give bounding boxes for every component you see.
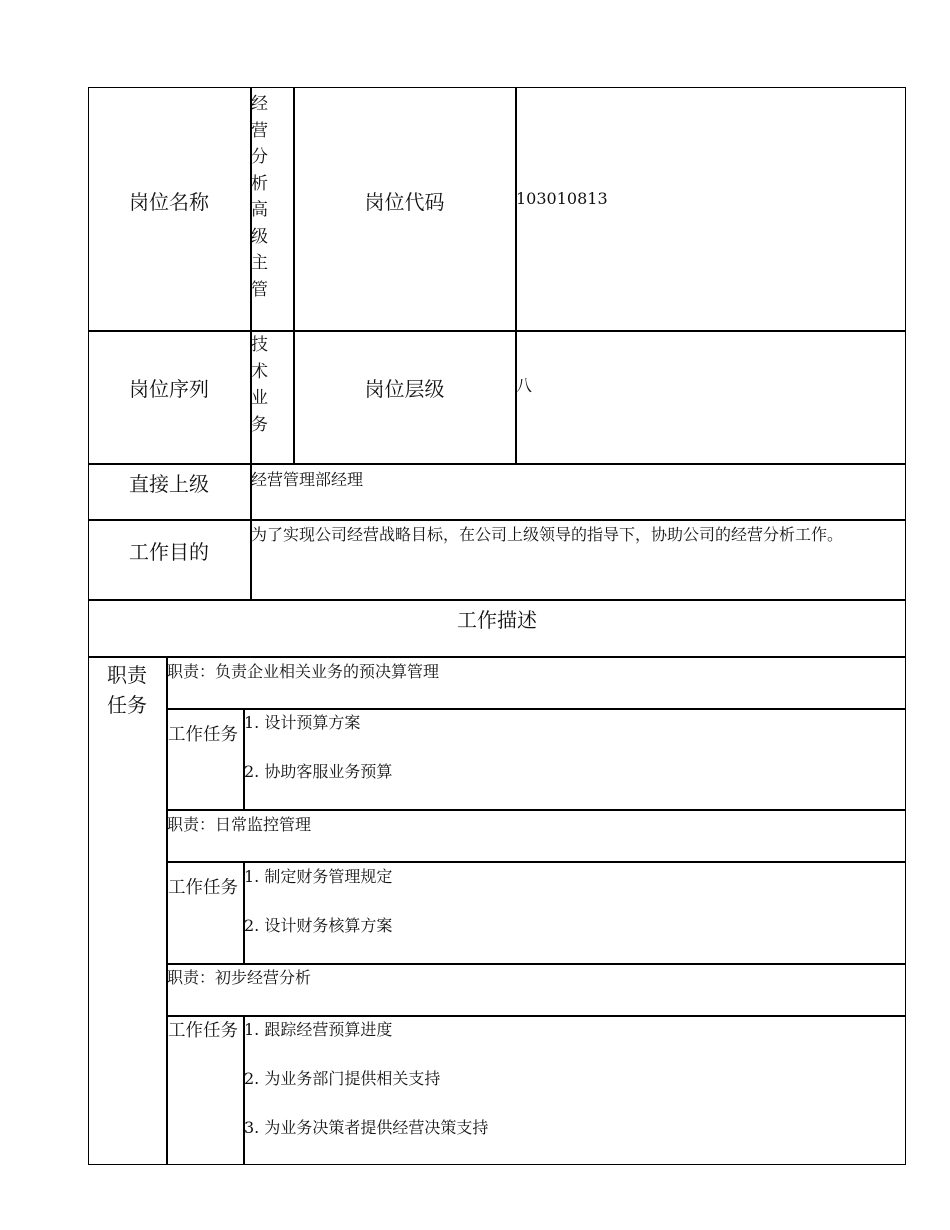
work-purpose-value: 为了实现公司经营战略目标，在公司上级领导的指导下，协助公司的经营分析工作。 — [251, 525, 844, 544]
work-description-title: 工作描述 — [457, 608, 537, 632]
col-divider — [293, 87, 295, 463]
task-item: 2. 协助客服业务预算 — [244, 762, 393, 781]
row-divider — [166, 861, 906, 863]
duties-label: 职责任务 — [107, 663, 147, 717]
post-name-value: 经营分析高级主管 — [251, 94, 268, 300]
task-item: 1. 制定财务管理规定 — [244, 867, 393, 886]
direct-superior-value: 经营管理部经理 — [251, 470, 364, 489]
post-code-label: 岗位代码 — [364, 190, 445, 214]
task-label: 工作任务 — [168, 725, 238, 745]
duty-title: 职责：初步经营分析 — [167, 968, 312, 987]
work-purpose-label: 工作目的 — [129, 540, 209, 564]
post-code-value: 103010813 — [516, 189, 608, 208]
task-item: 1. 跟踪经营预算进度 — [244, 1020, 393, 1039]
duty-title: 职责：日常监控管理 — [167, 815, 312, 834]
post-level-label: 岗位层级 — [364, 377, 445, 401]
post-sequence-value: 技术业务 — [251, 335, 268, 435]
post-level-value: 八 — [516, 376, 533, 395]
task-label: 工作任务 — [168, 878, 238, 898]
task-item: 1. 设计预算方案 — [244, 713, 361, 732]
task-item: 3. 为业务决策者提供经营决策支持 — [244, 1118, 489, 1137]
row-divider — [88, 599, 906, 601]
post-name-label: 岗位名称 — [129, 190, 209, 214]
row-divider — [88, 519, 906, 521]
task-item: 2. 设计财务核算方案 — [244, 916, 393, 935]
col-divider — [515, 87, 517, 463]
duty-title: 职责：负责企业相关业务的预决算管理 — [167, 662, 440, 681]
row-divider — [88, 330, 906, 332]
task-item: 2. 为业务部门提供相关支持 — [244, 1069, 441, 1088]
row-divider — [166, 809, 906, 811]
task-label: 工作任务 — [168, 1021, 238, 1041]
row-divider — [88, 463, 906, 465]
row-divider — [88, 656, 906, 658]
direct-superior-label: 直接上级 — [129, 472, 209, 496]
post-sequence-label: 岗位序列 — [129, 377, 209, 401]
